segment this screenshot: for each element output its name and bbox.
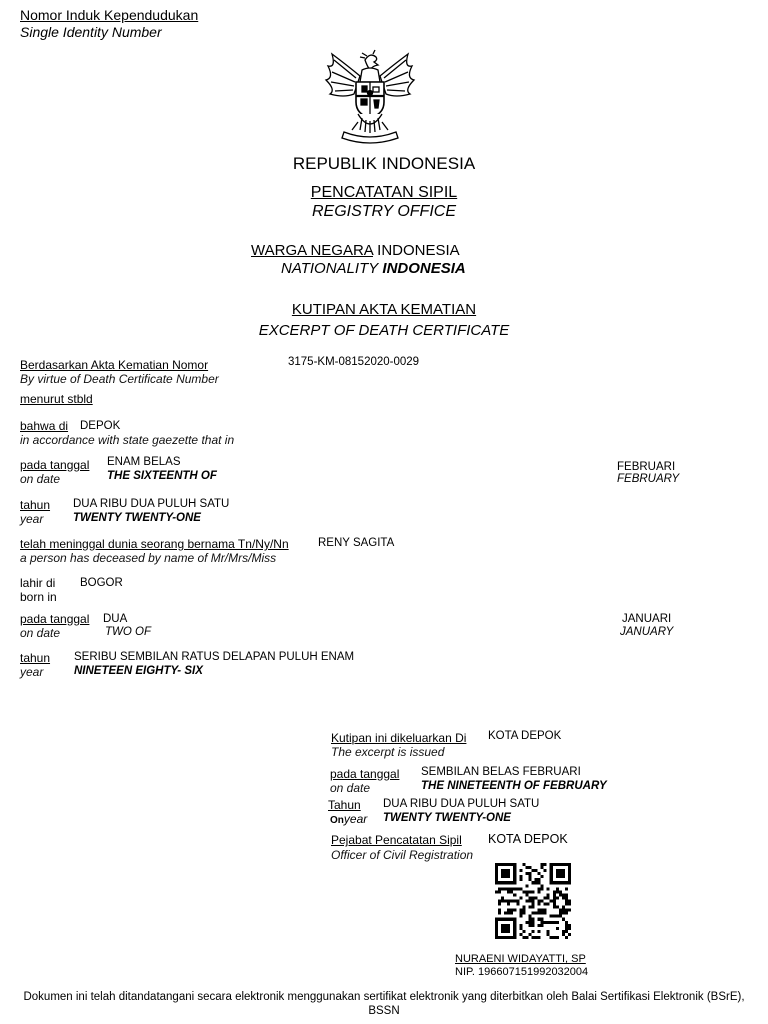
born-place-value: BOGOR [80, 577, 123, 589]
issued-date-label-en: on date [330, 781, 371, 795]
birth-year-label: tahun [20, 651, 51, 665]
born-label: lahir di [20, 576, 56, 590]
death-date-label: pada tanggal [20, 458, 90, 472]
signer-name: NURAENI WIDAYATTI, SP [455, 953, 586, 965]
death-month-value-en: FEBRUARY [617, 473, 680, 485]
cert-number-label: Berdasarkan Akta Kematian Nomor [20, 358, 209, 372]
issued-date-value-en: THE NINETEENTH OF FEBRUARY [421, 780, 607, 792]
death-year-label: tahun [20, 498, 51, 512]
place-label: bahwa di [20, 419, 69, 433]
birth-year-value-en: NINETEEN EIGHTY- SIX [74, 665, 203, 677]
death-year-label-en: year [20, 512, 44, 526]
birth-year-value: SERIBU SEMBILAN RATUS DELAPAN PULUH ENAM [74, 651, 355, 663]
issued-year-label-en-year: year [343, 812, 368, 826]
issued-label-en: The excerpt is issued [331, 745, 445, 759]
deceased-label: telah meninggal dunia seorang bernama Tn/Ny/Nn [20, 537, 289, 551]
qr-code-icon [495, 863, 571, 939]
certificate-title-en: EXCERPT OF DEATH CERTIFICATE [258, 322, 510, 339]
cert-number-value: 3175-KM-08152020-0029 [288, 356, 420, 368]
place-value: DEPOK [80, 420, 121, 432]
issued-year-value: DUA RIBU DUA PULUH SATU [383, 798, 540, 810]
birth-day-value: DUA [103, 613, 128, 625]
officer-office-value: KOTA DEPOK [488, 832, 568, 846]
issued-place-value: KOTA DEPOK [488, 730, 562, 742]
death-day-value-en: THE SIXTEENTH OF [107, 470, 217, 482]
office-title-en: REGISTRY OFFICE [311, 203, 456, 220]
issued-date-label: pada tanggal [330, 767, 400, 781]
footer-note: Dokumen ini telah ditandatangani secara elektronik menggunakan sertifikat elektronik yang diterbitkan oleh Balai Sertifikasi Elektronik (BSrE), BSSN [23, 991, 745, 1017]
issued-year-value-en: TWENTY TWENTY-ONE [383, 812, 511, 824]
birth-date-label-en: on date [20, 626, 61, 640]
nik-label-en: Single Identity Number [20, 24, 162, 40]
issued-year-label-en-on: On [330, 815, 344, 826]
certificate-title: KUTIPAN AKTA KEMATIAN [291, 301, 477, 318]
birth-day-value-en: TWO OF [105, 626, 151, 638]
officer-label: Pejabat Pencatatan Sipil [331, 833, 462, 847]
birth-year-label-en: year [20, 665, 44, 679]
birth-month-value-en: JANUARY [620, 626, 674, 638]
deceased-name: RENY SAGITA [318, 537, 395, 549]
death-day-value: ENAM BELAS [107, 456, 181, 468]
nik-label: Nomor Induk Kependudukan [20, 7, 199, 23]
nationality-row [251, 242, 460, 259]
deceased-label-en: a person has deceased by name of Mr/Mrs/Miss [20, 551, 277, 565]
nationality-value: INDONESIA [377, 242, 460, 259]
born-label-en: born in [20, 590, 57, 604]
republic-title: REPUBLIK INDONESIA [292, 154, 476, 173]
birth-month-value: JANUARI [622, 613, 672, 625]
cert-number-label-en: By virtue of Death Certificate Number [20, 372, 219, 386]
signer-nip: NIP. 196607151992032004 [455, 966, 589, 978]
place-label-en: in accordance with state gaezette that in [20, 433, 235, 447]
death-date-label-en: on date [20, 472, 61, 486]
garuda-emblem-icon [318, 48, 422, 148]
nationality-label-en: NATIONALITY [281, 260, 379, 277]
birth-date-label: pada tanggal [20, 612, 90, 626]
office-title: PENCATATAN SIPIL [310, 184, 458, 201]
issued-date-value: SEMBILAN BELAS FEBRUARI [421, 766, 581, 778]
nationality-label: WARGA NEGARA [251, 242, 373, 259]
death-month-value: FEBRUARI [617, 461, 676, 473]
issued-year-label: Tahun [328, 798, 361, 812]
nationality-value-en: INDONESIA [382, 260, 466, 277]
issued-year-label-en [330, 812, 367, 826]
death-year-value: DUA RIBU DUA PULUH SATU [73, 498, 230, 510]
stbld-label: menurut stbld [20, 392, 93, 406]
nationality-row-en [281, 260, 466, 277]
officer-label-en: Officer of Civil Registration [331, 848, 474, 862]
death-year-value-en: TWENTY TWENTY-ONE [73, 512, 201, 524]
issued-label: Kutipan ini dikeluarkan Di [331, 731, 467, 745]
